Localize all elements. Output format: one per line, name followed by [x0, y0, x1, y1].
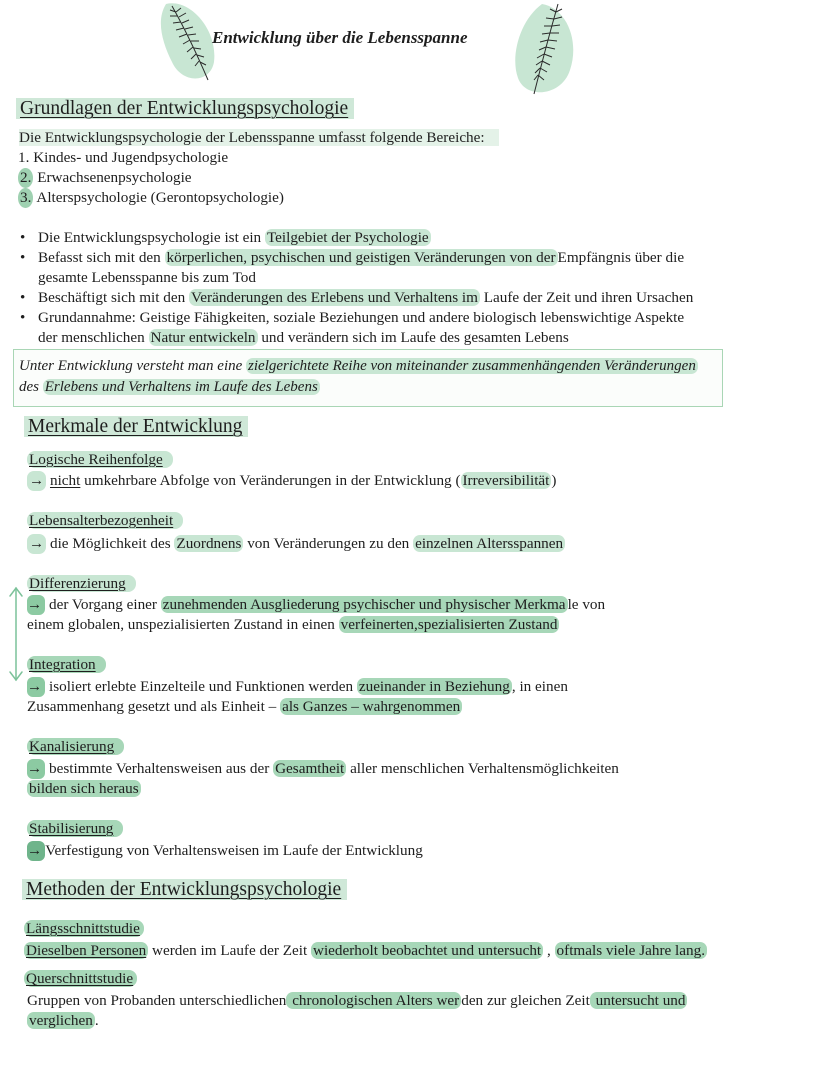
bullet-list: [18, 228, 693, 348]
feature-text-stabilisierung: → Verfestigung von Verhaltensweisen im Laufe der Entwicklung: [27, 842, 423, 859]
section-heading-methoden: Methoden der Entwicklungspsychologie: [22, 879, 347, 901]
area-item-1: 1. Kindes- und Jugendpsychologie: [18, 149, 229, 166]
method-text-laengsschnittstudie: Dieselben Personen werden im Laufe der Zeit wiederholt beobachtet und untersucht , oftmals viele Jahre lang.: [26, 942, 705, 959]
arrow-right-icon: →: [29, 535, 45, 552]
feature-text-differenzierung-cont: einem globalen, unspezialisierten Zustand in einen verfeinerten,spezialisierten Zustand: [27, 616, 558, 633]
bullet-item-3: • Beschäftigt sich mit den Veränderungen des Erlebens und Verhaltens im Laufe der Zeit und ihren Ursachen: [18, 288, 693, 308]
feature-text-kanalisierung-cont: bilden sich heraus: [29, 780, 139, 797]
area-item-3: 3. Alterspsychologie (Gerontopsychologie): [20, 189, 284, 206]
method-title-querschnittstudie: Querschnittstudie: [24, 970, 137, 988]
feature-title-logische-reihenfolge: Logische Reihenfolge: [27, 451, 173, 469]
feature-text-integration: → isoliert erlebte Einzelteile und Funktionen werden zueinander in Beziehung , in einen: [27, 678, 568, 695]
method-text-querschnittstudie: Gruppen von Probanden unterschiedlichen chronologischen Alters wer den zur gleichen Zeit untersucht und: [27, 992, 686, 1009]
double-arrow-bracket-icon: [6, 584, 26, 684]
fern-decoration-left-icon: [160, 0, 220, 84]
arrow-right-icon: →: [29, 472, 45, 489]
page-title: Entwicklung über die Lebensspanne: [212, 28, 468, 47]
feature-text-differenzierung: → der Vorgang einer zunehmenden Ausgliederung psychischer und physischer Merkma le von: [27, 596, 606, 613]
feature-text-integration-cont: Zusammenhang gesetzt und als Einheit – als Ganzes – wahrgenommen: [27, 698, 461, 715]
bullet-item-1: • Die Entwicklungspsychologie ist ein Teilgebiet der Psychologie: [18, 228, 693, 248]
feature-text-kanalisierung: → bestimmte Verhaltensweisen aus der Gesamtheit aller menschlichen Verhaltensmöglichkeiten: [27, 760, 619, 777]
arrow-right-icon: →: [27, 841, 45, 861]
feature-title-stabilisierung: Stabilisierung: [27, 820, 123, 838]
arrow-right-icon: →: [27, 759, 45, 779]
fern-decoration-right-icon: [512, 0, 578, 100]
feature-text-logische-reihenfolge: → nicht umkehrbare Abfolge von Veränderungen in der Entwicklung ( Irreversibilität ): [29, 472, 557, 489]
definition-line-2: des Erlebens und Verhaltens im Laufe des Lebens: [19, 379, 318, 395]
feature-text-lebensalterbezogenheit: → die Möglichkeit des Zuordnens von Veränderungen zu den einzelnen Altersspannen: [29, 535, 564, 552]
feature-title-integration: Integration: [27, 656, 106, 674]
method-title-laengsschnittstudie: Längsschnittstudie: [24, 920, 144, 938]
bullet-item-2: • Befasst sich mit den körperlichen, psychischen und geistigen Veränderungen von der Empfängnis über die gesamte Lebensspanne bis zum Tod: [18, 248, 693, 288]
area-item-2: 2. Erwachsenenpsychologie: [20, 169, 192, 186]
arrow-right-icon: →: [27, 595, 45, 615]
method-text-querschnittstudie-cont: verglichen .: [29, 1012, 99, 1029]
bullet-item-4: • Grundannahme: Geistige Fähigkeiten, soziale Beziehungen und andere biologisch lebenswichtige Aspekte der menschlichen Natur entwickeln und verändern sich im Laufe des gesamten Lebens: [18, 308, 693, 348]
definition-line-1: Unter Entwicklung versteht man eine zielgerichtete Reihe von miteinander zusammenhängenden Veränderungen: [19, 358, 696, 374]
definition-box: [13, 349, 723, 407]
section-heading-merkmale: Merkmale der Entwicklung: [24, 416, 248, 438]
section-heading-grundlagen: Grundlagen der Entwicklungspsychologie: [16, 98, 354, 120]
feature-title-kanalisierung: Kanalisierung: [27, 738, 124, 756]
arrow-right-icon: →: [27, 677, 45, 697]
feature-title-lebensalterbezogenheit: Lebensalterbezogenheit: [27, 512, 183, 530]
feature-title-differenzierung: Differenzierung: [27, 575, 136, 593]
intro-text: Die Entwicklungspsychologie der Lebensspanne umfasst folgende Bereiche:: [19, 128, 499, 148]
